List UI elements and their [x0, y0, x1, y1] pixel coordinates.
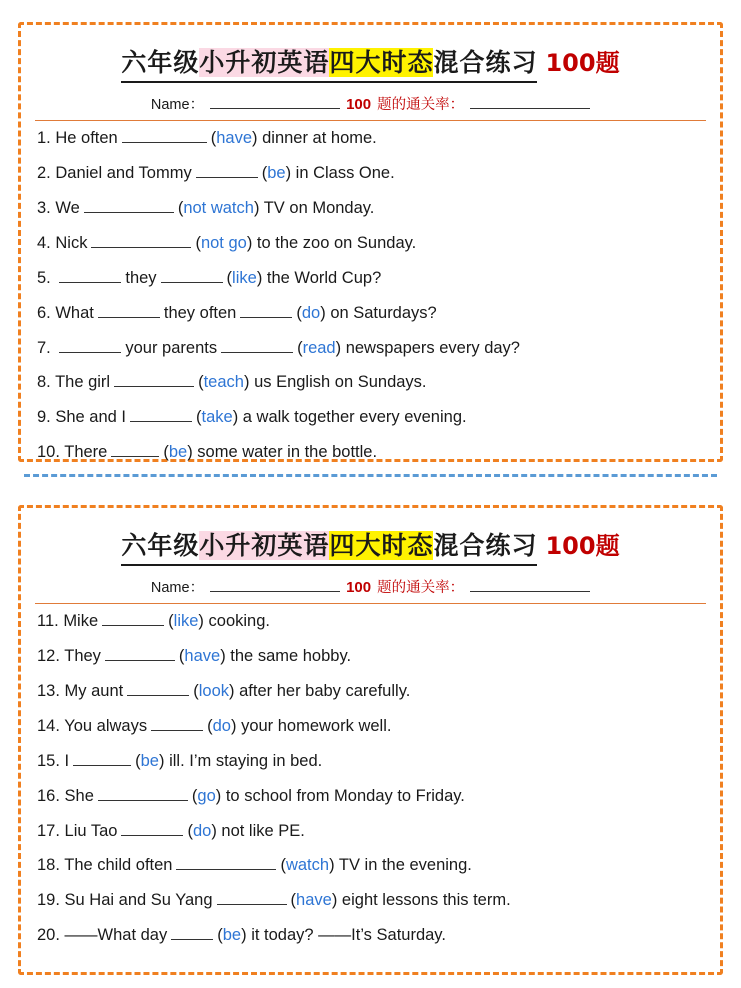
- question-hint: look: [198, 681, 230, 700]
- question-item: 18. The child often (watch) TV in the evening.: [37, 856, 472, 875]
- question-number: 5.: [37, 268, 51, 287]
- question-number: 15.: [37, 751, 60, 770]
- title-question-count: 100题: [545, 532, 620, 560]
- meta-count-number: 100: [346, 579, 372, 596]
- section-divider: [24, 474, 717, 477]
- question-item: 20. ——What day (be) it today? ——It’s Saturday.: [37, 926, 446, 945]
- title-suffix: 混合练习: [433, 531, 538, 560]
- question-number: 19.: [37, 891, 60, 910]
- question-hint: go: [197, 786, 216, 805]
- section-1-meta-row: [35, 93, 706, 121]
- question-number: 18.: [37, 856, 60, 875]
- title-suffix: 混合练习: [433, 48, 538, 77]
- title-prefix: 六年级: [121, 48, 200, 77]
- question-pre-text: He often: [55, 129, 118, 147]
- question-post-text: on Saturdays?: [330, 303, 437, 322]
- question-post-text: to school from Monday to Friday.: [225, 786, 465, 805]
- answer-blank[interactable]: [84, 198, 174, 213]
- answer-blank[interactable]: [171, 925, 213, 940]
- answer-blank[interactable]: [59, 338, 121, 353]
- question-item: 15. I (be) ill. I’m staying in bed.: [37, 751, 323, 770]
- question-pre-text: What: [55, 303, 94, 322]
- question-number: 17.: [37, 821, 60, 840]
- question-post-text: it today? ——It’s Saturday.: [251, 926, 446, 945]
- answer-blank[interactable]: [221, 338, 293, 353]
- pass-rate-label: 题的通关率：: [377, 580, 465, 596]
- question-post-text: not like PE.: [221, 821, 305, 840]
- question-number: 10.: [37, 443, 60, 462]
- question-hint: like: [232, 268, 257, 287]
- question-post-text: TV in the evening.: [338, 856, 472, 875]
- question-pre-text: She: [64, 786, 94, 805]
- title-prefix: 六年级: [121, 531, 200, 560]
- question-pre-text: My aunt: [64, 681, 124, 700]
- question-post-text: dinner at home.: [262, 129, 377, 147]
- pass-rate-input-line[interactable]: [470, 578, 590, 592]
- question-pre-text: Daniel and Tommy: [55, 163, 192, 182]
- question-hint: do: [212, 716, 231, 735]
- question-hint: have: [184, 646, 221, 665]
- answer-blank[interactable]: [98, 786, 188, 801]
- question-pre-text: They: [64, 646, 101, 665]
- answer-blank[interactable]: [98, 303, 160, 318]
- answer-blank[interactable]: [127, 681, 189, 696]
- title-text: [121, 526, 537, 566]
- question-post-text: TV on Monday.: [263, 198, 375, 217]
- question-item: 1. He often (have) dinner at home.: [37, 129, 377, 147]
- question-hint: teach: [203, 373, 244, 392]
- answer-blank[interactable]: [111, 442, 159, 457]
- question-number: 3.: [37, 198, 51, 217]
- pass-rate-input-line[interactable]: [470, 95, 590, 109]
- worksheet-section-1: [18, 22, 723, 462]
- question-number: 14.: [37, 716, 60, 735]
- question-hint: have: [216, 129, 253, 147]
- question-post-text: in Class One.: [295, 163, 395, 182]
- title-text: [121, 43, 537, 83]
- answer-blank[interactable]: [151, 716, 203, 731]
- question-hint: be: [140, 751, 159, 770]
- question-hint: like: [173, 612, 199, 630]
- section-2-title: [35, 526, 706, 566]
- question-hint: do: [301, 303, 321, 322]
- question-number: 12.: [37, 646, 60, 665]
- question-item: 17. Liu Tao (do) not like PE.: [37, 821, 305, 840]
- question-number: 20.: [37, 926, 60, 945]
- answer-blank[interactable]: [102, 611, 164, 626]
- question-post-text: cooking.: [208, 612, 270, 630]
- question-item: 9. She and I (take) a walk together every evening.: [37, 408, 467, 427]
- question-item: 4. Nick (not go) to the zoo on Sunday.: [37, 233, 417, 252]
- question-item: 8. The girl (teach) us English on Sundays.: [37, 373, 427, 392]
- title-highlight-pink: 小升初英语: [199, 48, 330, 77]
- question-pre-text: I: [64, 751, 70, 770]
- question-pre-text: We: [55, 198, 80, 217]
- question-hint: watch: [285, 856, 330, 875]
- question-post-text: newspapers every day?: [345, 338, 520, 357]
- question-item: 3. We (not watch) TV on Monday.: [37, 198, 375, 217]
- question-item: 19. Su Hai and Su Yang (have) eight lessons this term.: [37, 891, 511, 910]
- question-item: 10. There (be) some water in the bottle.: [37, 443, 378, 462]
- question-pre-text: The girl: [55, 373, 111, 392]
- answer-blank[interactable]: [176, 855, 276, 870]
- question-pre-text: There: [64, 443, 108, 462]
- question-pre-text: Liu Tao: [64, 821, 118, 840]
- title-highlight-yellow: 四大时态: [329, 48, 434, 77]
- answer-blank[interactable]: [122, 128, 207, 143]
- question-post-text: some water in the bottle.: [197, 443, 378, 462]
- question-mid-text: they often: [163, 303, 237, 322]
- name-input-line[interactable]: [210, 95, 340, 109]
- question-hint: do: [192, 821, 212, 840]
- question-item: 16. She (go) to school from Monday to Friday.: [37, 786, 465, 805]
- answer-blank[interactable]: [121, 821, 183, 836]
- question-pre-text: The child often: [64, 856, 173, 875]
- question-hint: not watch: [183, 198, 254, 217]
- question-number: 13.: [37, 681, 60, 700]
- question-pre-text: Su Hai and Su Yang: [64, 891, 213, 910]
- section-2-question-list: [35, 610, 706, 948]
- question-hint: be: [267, 163, 286, 182]
- question-post-text: a walk together every evening.: [242, 408, 467, 427]
- question-hint: have: [296, 891, 332, 910]
- question-item: 5. they (like) the World Cup?: [37, 268, 382, 287]
- pass-rate-label: 题的通关率：: [377, 97, 465, 113]
- title-highlight-pink: 小升初英语: [199, 531, 330, 560]
- question-hint: not go: [200, 233, 247, 252]
- question-pre-text: Mike: [63, 612, 99, 630]
- question-pre-text: ——What day: [64, 926, 168, 945]
- question-number: 4.: [37, 233, 51, 252]
- question-hint: read: [302, 338, 336, 357]
- question-post-text: the World Cup?: [266, 268, 382, 287]
- question-pre-text: You always: [64, 716, 148, 735]
- answer-blank[interactable]: [91, 233, 191, 248]
- question-hint: take: [201, 408, 233, 427]
- question-number: 8.: [37, 373, 51, 392]
- name-label: Name：: [150, 97, 205, 113]
- name-input-line[interactable]: [210, 578, 340, 592]
- question-hint: be: [222, 926, 242, 945]
- answer-blank[interactable]: [59, 268, 121, 283]
- section-1-title: [35, 43, 706, 83]
- question-post-text: ill. I’m staying in bed.: [169, 751, 323, 770]
- question-pre-text: Nick: [55, 233, 88, 252]
- question-mid-text: they: [125, 268, 157, 287]
- question-item: 13. My aunt (look) after her baby carefully.: [37, 681, 411, 700]
- question-number: 7.: [37, 338, 51, 357]
- title-question-count: 100题: [545, 49, 620, 77]
- answer-blank[interactable]: [73, 751, 131, 766]
- answer-blank[interactable]: [217, 890, 287, 905]
- name-label: Name：: [150, 580, 205, 596]
- question-hint: be: [168, 443, 188, 462]
- question-item: 2. Daniel and Tommy (be) in Class One.: [37, 163, 395, 182]
- question-post-text: us English on Sundays.: [254, 373, 427, 392]
- question-number: 1.: [37, 129, 51, 147]
- question-post-text: eight lessons this term.: [341, 891, 511, 910]
- question-post-text: to the zoo on Sunday.: [256, 233, 417, 252]
- question-item: 11. Mike (like) cooking.: [37, 612, 270, 630]
- question-item: 7. your parents (read) newspapers every day?: [37, 338, 520, 357]
- answer-blank[interactable]: [161, 268, 223, 283]
- question-post-text: your homework well.: [241, 716, 392, 735]
- section-2-meta-row: [35, 576, 706, 604]
- question-number: 6.: [37, 303, 51, 322]
- question-item: 14. You always (do) your homework well.: [37, 716, 392, 735]
- answer-blank[interactable]: [130, 407, 192, 422]
- question-post-text: after her baby carefully.: [239, 681, 411, 700]
- section-1-question-list: [35, 127, 706, 465]
- answer-blank[interactable]: [240, 303, 292, 318]
- question-number: 11.: [37, 612, 59, 630]
- question-number: 9.: [37, 408, 51, 427]
- question-item: 12. They (have) the same hobby.: [37, 646, 352, 665]
- question-post-text: the same hobby.: [230, 646, 352, 665]
- title-highlight-yellow: 四大时态: [329, 531, 434, 560]
- answer-blank[interactable]: [114, 372, 194, 387]
- answer-blank[interactable]: [196, 163, 258, 178]
- meta-count-number: 100: [346, 96, 372, 113]
- question-item: 6. What they often (do) on Saturdays?: [37, 303, 437, 322]
- answer-blank[interactable]: [105, 646, 175, 661]
- question-number: 16.: [37, 786, 60, 805]
- question-mid-text: your parents: [125, 338, 218, 357]
- question-number: 2.: [37, 163, 51, 182]
- worksheet-section-2: [18, 505, 723, 975]
- question-pre-text: She and I: [55, 408, 126, 427]
